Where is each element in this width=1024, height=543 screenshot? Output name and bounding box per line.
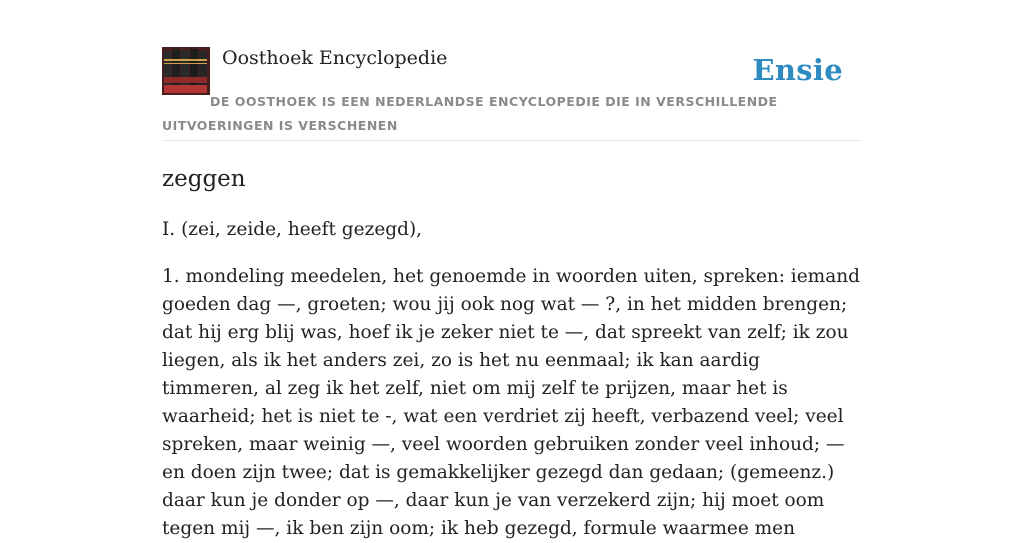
brand-logo[interactable]: Ensie bbox=[752, 53, 843, 87]
site-tagline: DE OOSTHOEK IS EEN NEDERLANDSE ENCYCLOPEDIE DIE IN VERSCHILLENDE UITVOERINGEN IS VERSCHENEN bbox=[162, 94, 778, 133]
site-header bbox=[162, 46, 862, 141]
site-title[interactable]: Oosthoek Encyclopedie bbox=[222, 47, 448, 69]
entry-title: zeggen bbox=[162, 166, 246, 192]
encyclopedia-books-icon[interactable] bbox=[162, 47, 210, 95]
entry-sense-text: 1. mondeling meedelen, het genoemde in woorden uiten, spreken: iemand goeden dag —, groeten; wou jij ook nog wat — ?, in het midden brengen; dat hij erg blij was, hoef ik je zeker niet te —, dat spreekt van zelf; ik zou liegen, als ik het anders zei, zo is het nu eenmaal; ik kan aardig timmeren, al zeg ik het zelf, niet om mij zelf te prijzen, maar het is waarheid; het is niet te -, wat een verdriet zij heeft, verbazend veel; veel spreken, maar weinig —, veel woorden gebruiken zonder veel inhoud; — en doen zijn twee; dat is gemakkelijker gezegd dan gedaan; (gemeenz.) daar kun je donder op —, daar kun je van verzekerd zijn; hij moet oom tegen mij —, ik ben zijn oom; ik heb gezegd, formule waarmee men bbox=[162, 266, 860, 539]
books-illustration bbox=[162, 47, 210, 95]
entry-sense-heading: I. (zei, zeide, heeft gezegd), bbox=[162, 219, 423, 240]
entry-content bbox=[162, 162, 862, 543]
